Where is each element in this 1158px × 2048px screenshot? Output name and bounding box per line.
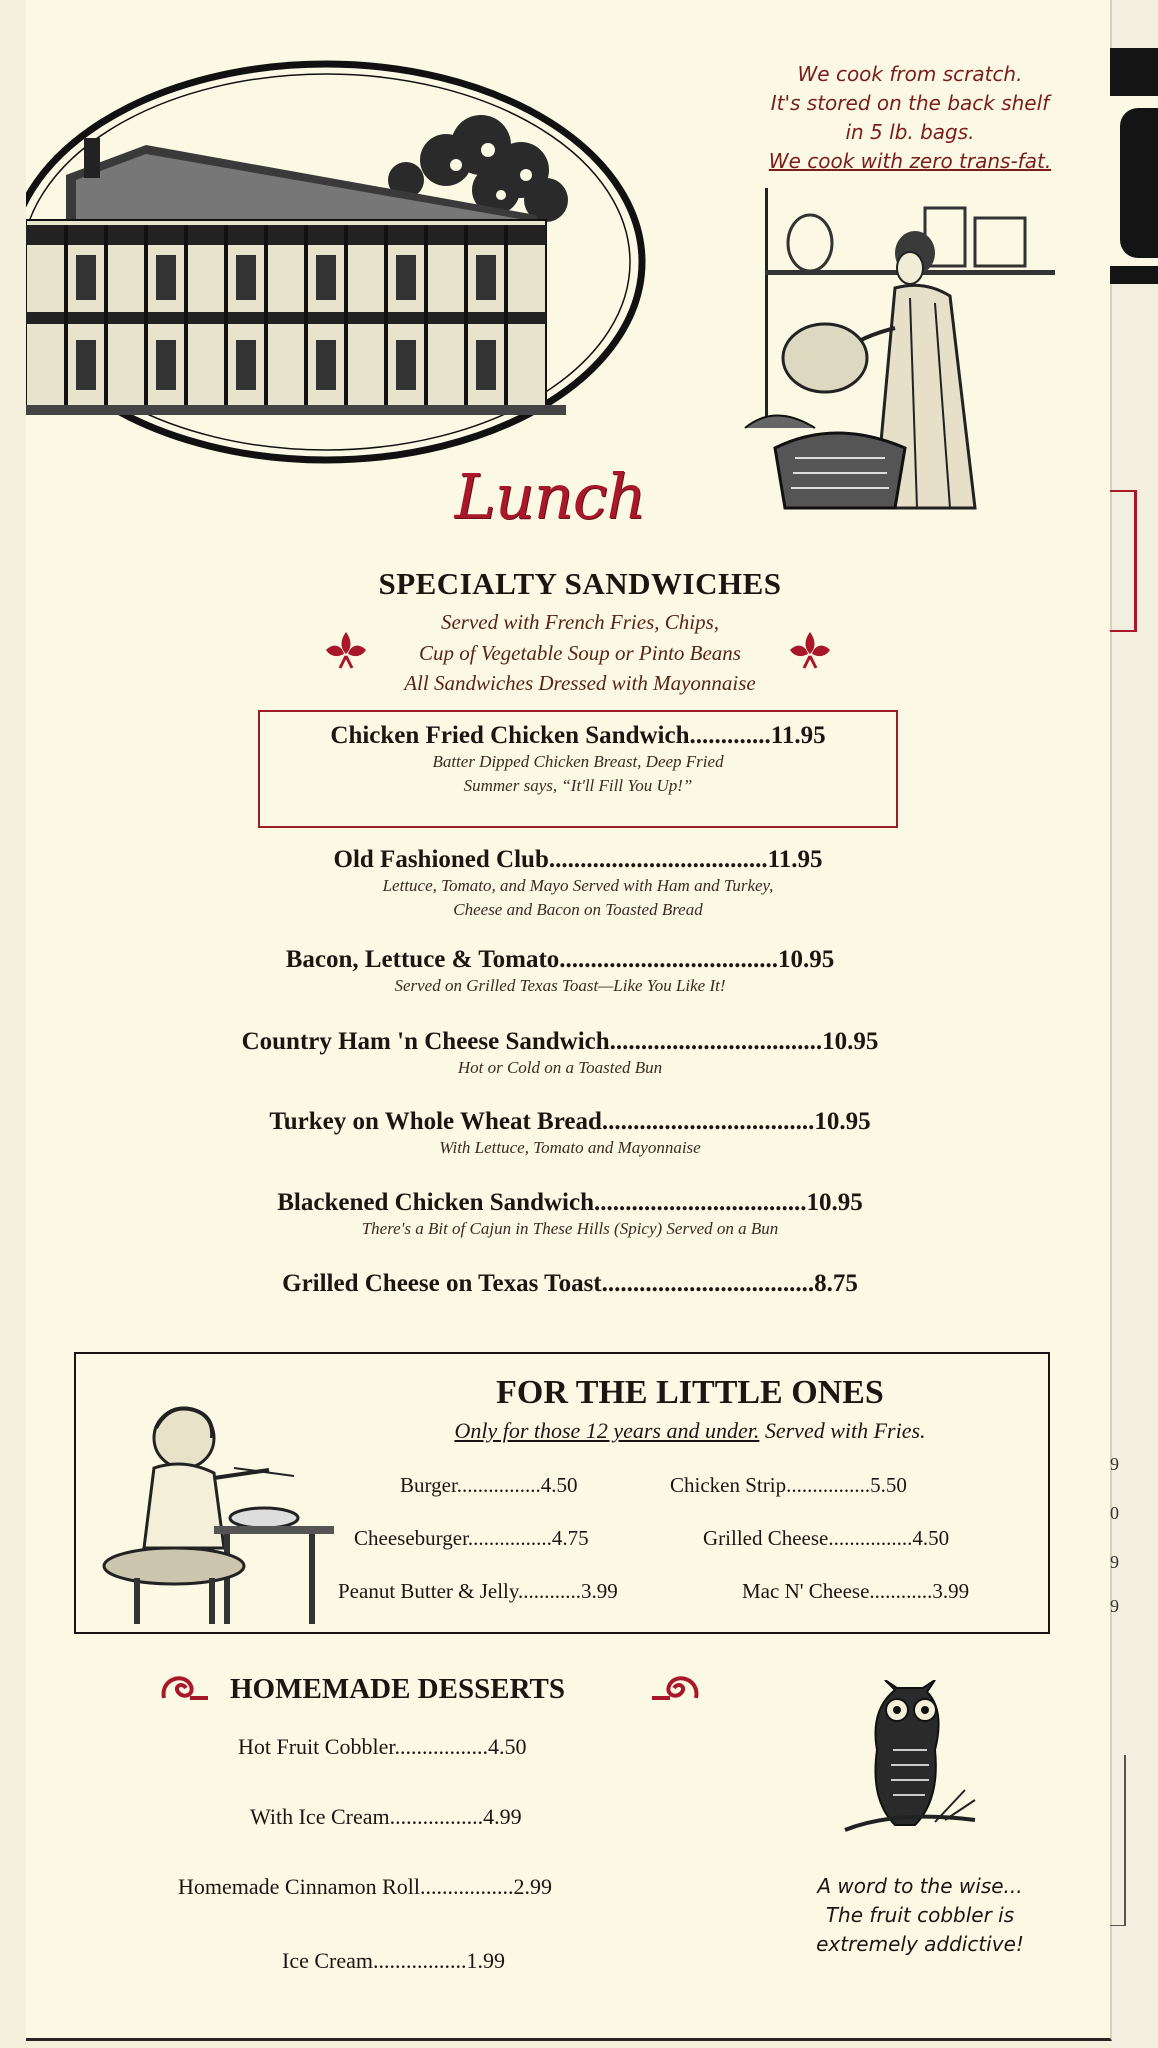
homemade-desserts-heading: HOMEMADE DESSERTS [230,1673,565,1705]
scratch-note-line3: in 5 lb. bags. [845,120,975,144]
margin-number: 9 [1110,1552,1119,1572]
page-edge [1112,0,1158,2048]
served-with-fries-note: Served with Fries. [759,1418,926,1443]
menu-item-country-ham-cheese [160,1028,960,1080]
item-name-price: Old Fashioned Club...................................11.95 [333,846,823,873]
kids-item-mac-n-cheese: Mac N' Cheese............3.99 [742,1579,970,1603]
lunch-title: Lunch [454,460,646,533]
item-description: Served on Grilled Texas Toast—Like You Like It! [394,976,726,995]
scratch-note-line2: It's stored on the back shelf [770,91,1050,115]
dressed-with-line: All Sandwiches Dressed with Mayonnaise [404,671,756,695]
swirl-ornament-icon [648,1670,702,1704]
item-description: Batter Dipped Chicken Breast, Deep Fried [432,752,724,771]
item-name-price: Bacon, Lettuce & Tomato...................................10.95 [285,946,835,973]
kids-item-cheeseburger: Cheeseburger................4.75 [354,1526,589,1550]
kids-item-pb-and-j: Peanut Butter & Jelly............3.99 [338,1579,618,1603]
dessert-hot-fruit-cobbler: Hot Fruit Cobbler.................4.50 [238,1734,527,1759]
owl-wise-note [770,1872,1070,1959]
inn-building-illustration [26,50,666,480]
margin-number: 9 [1110,1454,1119,1474]
scratch-note-line1: We cook from scratch. [797,62,1023,86]
item-description: Hot or Cold on a Toasted Bun [457,1058,663,1077]
dessert-ice-cream: Ice Cream.................1.99 [282,1948,505,1973]
item-name-price: Blackened Chicken Sandwich..................................10.95 [277,1189,863,1216]
margin-number: 9 [1110,1596,1119,1616]
fleur-ornament-icon [786,628,834,672]
menu-item-blackened-chicken [180,1189,960,1241]
menu-item-turkey-whole-wheat [180,1108,960,1160]
scratch-cooking-note [720,60,1100,176]
little-ones-subtitle [370,1418,1010,1444]
kids-item-grilled-cheese: Grilled Cheese................4.50 [703,1526,950,1550]
scratch-note-line4: We cook with zero trans-fat. [768,149,1052,173]
item-description: Summer says, “It'll Fill You Up!” [463,776,693,795]
child-eating-illustration [84,1398,344,1630]
owl-illustration [835,1680,985,1855]
item-name-price: Turkey on Whole Wheat Bread..................................10.95 [269,1108,871,1135]
owl-note-line2: The fruit cobbler is [825,1903,1015,1927]
margin-bracket [1110,1755,1126,1926]
item-name-price: Grilled Cheese on Texas Toast..................................8.75 [282,1270,858,1297]
menu-item-blt [220,946,900,998]
margin-bracket [1110,490,1137,632]
item-description: Cheese and Bacon on Toasted Bread [453,900,703,919]
served-with-line2: Cup of Vegetable Soup or Pinto Beans [419,641,741,665]
kids-item-chicken-strip: Chicken Strip................5.50 [670,1473,907,1497]
menu-item-chicken-fried-chicken [258,722,898,798]
item-description: There's a Bit of Cajun in These Hills (Spicy) Served on a Bun [361,1219,779,1238]
item-description: Lettuce, Tomato, and Mayo Served with Ham and Turkey, [382,876,774,895]
little-ones-heading: FOR THE LITTLE ONES [496,1374,884,1411]
swirl-ornament-icon [158,1670,212,1704]
menu-item-old-fashioned-club [258,846,898,922]
item-name-price: Chicken Fried Chicken Sandwich.............11.95 [330,722,826,749]
menu-item-grilled-cheese-texas [180,1270,960,1298]
fleur-ornament-icon [322,628,370,672]
cook-woman-illustration [735,188,1065,528]
served-with-line1: Served with French Fries, Chips, [440,610,719,634]
kids-item-burger: Burger................4.50 [400,1473,578,1497]
dessert-with-ice-cream: With Ice Cream.................4.99 [250,1804,522,1829]
item-name-price: Country Ham 'n Cheese Sandwich..................................10.95 [241,1028,879,1055]
owl-note-line3: extremely addictive! [816,1932,1024,1956]
age-limit-note: Only for those 12 years and under. [454,1418,760,1443]
specialty-sandwiches-heading: SPECIALTY SANDWICHES [378,566,782,601]
margin-number: 0 [1110,1503,1119,1523]
owl-note-line1: A word to the wise... [817,1874,1023,1898]
dessert-cinnamon-roll: Homemade Cinnamon Roll.................2.99 [178,1874,552,1899]
adjacent-page-tab [1110,48,1158,284]
item-description: With Lettuce, Tomato and Mayonnaise [439,1138,701,1157]
